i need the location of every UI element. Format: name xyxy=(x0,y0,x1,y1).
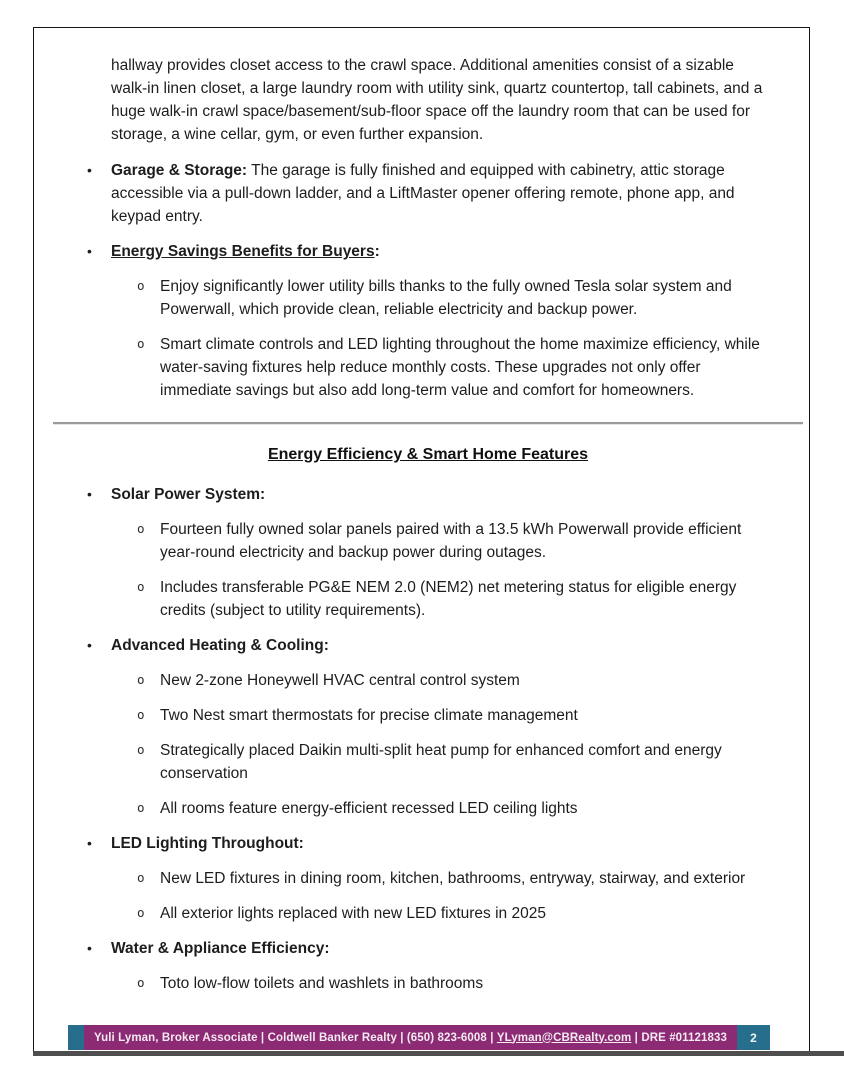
sub-bullet-marker: o xyxy=(137,800,145,815)
bullet-text: The garage is fully finished and equipped with cabinetry, attic storage accessible via a pull-down ladder, and a LiftMaster opener offering remote, phone app, and keypad entry. xyxy=(111,162,735,225)
feature-bullet-item-body xyxy=(111,937,769,960)
footer-accent-block xyxy=(68,1025,84,1050)
sub-bullet-marker: o xyxy=(137,707,145,722)
continuation-paragraph: hallway provides closet access to the crawl space. Additional amenities consist of a sizable walk-in linen closet, a large laundry room with utility sink, quartz countertop, tall cabinets, and a huge walk-in crawl space/basement/sub-floor space off the laundry room that can be used for storage, a wine cellar, gym, or even further expansion. xyxy=(111,57,763,143)
feature-bullet-item-body xyxy=(111,483,769,506)
bullet-label: Water & Appliance Efficiency: xyxy=(111,940,330,957)
sub-bullet-text: New LED fixtures in dining room, kitchen, bathrooms, entryway, stairway, and exterior xyxy=(160,870,746,887)
feature-bullet-item xyxy=(87,483,769,506)
feature-bullet-item xyxy=(87,937,769,960)
feature-bullet-subitem xyxy=(137,669,769,692)
bullet-label-suffix: : xyxy=(374,243,380,260)
feature-bullet-subitem xyxy=(137,704,769,727)
feature-bullet-subitem-body xyxy=(160,739,769,785)
sub-bullet-marker: o xyxy=(137,672,145,687)
bullet-list-features xyxy=(87,483,769,995)
section-heading xyxy=(87,443,769,467)
feature-bullet-subitem-body xyxy=(160,669,769,692)
section-heading-text: Energy Efficiency & Smart Home Features xyxy=(267,446,589,463)
feature-bullet-subitem-body xyxy=(160,797,769,820)
bullet-marker: • xyxy=(87,243,92,259)
feature-bullet-item-body xyxy=(111,832,769,855)
top-bullet-item-body xyxy=(111,240,769,263)
feature-bullet-item-body xyxy=(111,634,769,657)
feature-bullet-subitem xyxy=(137,902,769,925)
footer-bar xyxy=(68,1025,770,1050)
sub-bullet-marker: o xyxy=(137,336,145,351)
bullet-marker: • xyxy=(87,940,92,956)
footer-phone: (650) 823-6008 xyxy=(406,1031,487,1044)
page-bottom-edge xyxy=(33,1051,844,1056)
feature-bullet-subitem xyxy=(137,972,769,995)
sub-bullet-text: Strategically placed Daikin multi-split heat pump for enhanced comfort and energy conservation xyxy=(160,742,722,782)
bullet-label: Energy Savings Benefits for Buyers xyxy=(111,243,375,260)
top-bullet-item-body xyxy=(111,159,769,228)
top-bullet-item xyxy=(87,240,769,263)
feature-bullet-subitem-body xyxy=(160,704,769,727)
feature-bullet-subitem xyxy=(137,518,769,564)
sub-bullet-text: Toto low-flow toilets and washlets in bathrooms xyxy=(160,975,484,992)
footer-agent-name: Yuli Lyman, Broker Associate xyxy=(93,1031,258,1044)
footer-separator: | xyxy=(631,1031,642,1044)
feature-bullet-subitem xyxy=(137,739,769,785)
sub-bullet-marker: o xyxy=(137,975,145,990)
feature-bullet-subitem xyxy=(137,576,769,622)
feature-bullet-subitem xyxy=(137,797,769,820)
bullet-marker: • xyxy=(87,637,92,653)
sub-bullet-marker: o xyxy=(137,905,145,920)
footer-separator: | xyxy=(486,1031,497,1044)
sub-bullet-text: Fourteen fully owned solar panels paired with a 13.5 kWh Powerwall provide efficient year-round electricity and backup power during outages. xyxy=(160,521,742,561)
bullet-label: Solar Power System: xyxy=(111,486,266,503)
bullet-label: Advanced Heating & Cooling: xyxy=(111,637,329,654)
sub-bullet-marker: o xyxy=(137,521,145,536)
footer-separator: | xyxy=(396,1031,407,1044)
top-bullet-item xyxy=(87,159,769,228)
bullet-marker: • xyxy=(87,835,92,851)
page-number-badge: 2 xyxy=(737,1025,770,1050)
bullet-list-top xyxy=(87,159,769,402)
top-bullet-subitem xyxy=(137,333,769,402)
document-page xyxy=(33,27,810,1053)
bullet-marker: • xyxy=(87,162,92,178)
footer-contact-info xyxy=(84,1025,737,1050)
sub-bullet-text: New 2-zone Honeywell HVAC central control system xyxy=(160,672,520,689)
footer-email-link[interactable]: YLyman@CBRealty.com xyxy=(496,1031,632,1044)
page-content xyxy=(34,28,809,995)
sub-bullet-text: All rooms feature energy-efficient recessed LED ceiling lights xyxy=(160,800,578,817)
feature-bullet-item xyxy=(87,832,769,855)
bullet-label: LED Lighting Throughout: xyxy=(111,835,304,852)
sub-bullet-marker: o xyxy=(137,742,145,757)
feature-bullet-subitem-body xyxy=(160,902,769,925)
footer-brokerage: Coldwell Banker Realty xyxy=(267,1031,397,1044)
feature-bullet-subitem-body xyxy=(160,576,769,622)
footer-separator: | xyxy=(257,1031,268,1044)
section-divider xyxy=(53,422,803,425)
bullet-marker: • xyxy=(87,486,92,502)
top-bullet-subitem-body xyxy=(160,275,769,321)
sub-bullet-text: Two Nest smart thermostats for precise climate management xyxy=(160,707,578,724)
sub-bullet-text: All exterior lights replaced with new LED fixtures in 2025 xyxy=(160,905,546,922)
feature-bullet-subitem xyxy=(137,867,769,890)
bullet-label: Garage & Storage: xyxy=(111,162,248,179)
sub-bullet-text: Includes transferable PG&E NEM 2.0 (NEM2) net metering status for eligible energy credits (subject to utility requirements). xyxy=(160,579,737,619)
feature-bullet-item xyxy=(87,634,769,657)
sub-bullet-marker: o xyxy=(137,579,145,594)
feature-bullet-subitem-body xyxy=(160,518,769,564)
top-bullet-subitem-body xyxy=(160,333,769,402)
sub-bullet-marker: o xyxy=(137,278,145,293)
footer-dre-number: DRE #01121833 xyxy=(641,1031,728,1044)
feature-bullet-subitem-body xyxy=(160,972,769,995)
top-bullet-subitem xyxy=(137,275,769,321)
sub-bullet-text: Smart climate controls and LED lighting throughout the home maximize efficiency, while water-saving fixtures help reduce monthly costs. These upgrades not only offer immediate savings but also add long-term value and comfort for homeowners. xyxy=(160,336,760,399)
feature-bullet-subitem-body xyxy=(160,867,769,890)
sub-bullet-text: Enjoy significantly lower utility bills thanks to the fully owned Tesla solar system and Powerwall, which provide clean, reliable electricity and backup power. xyxy=(160,278,732,318)
sub-bullet-marker: o xyxy=(137,870,145,885)
